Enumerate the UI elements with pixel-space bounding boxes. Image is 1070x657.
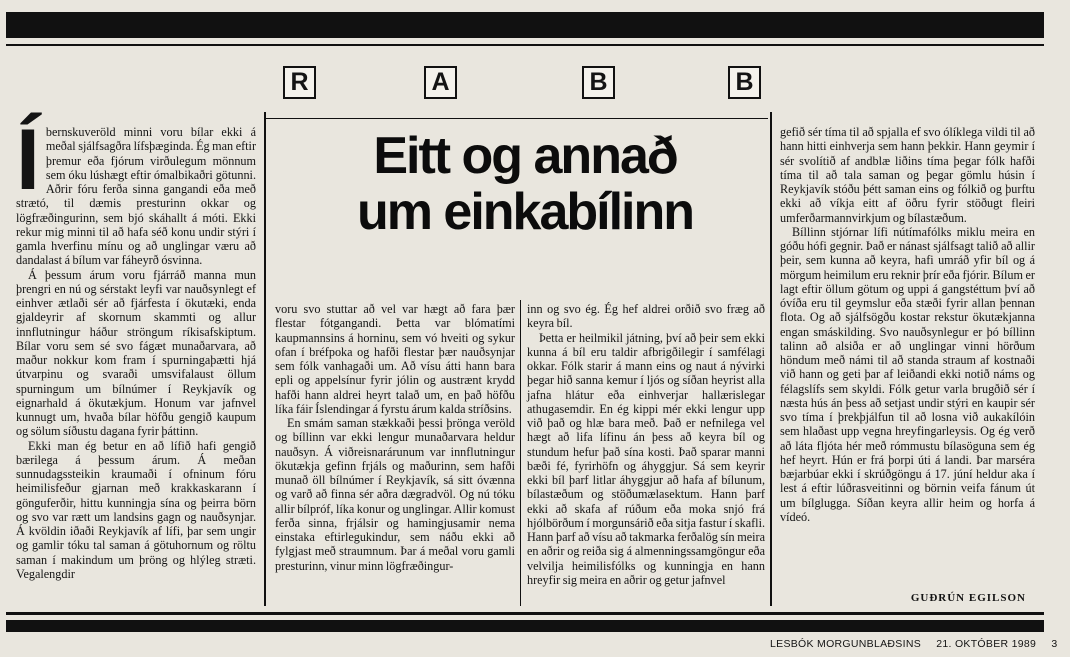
headline-line-2: um einkabílinn xyxy=(356,183,694,241)
top-rule xyxy=(6,44,1044,46)
bottom-black-bar xyxy=(6,620,1044,632)
article-column-4 xyxy=(780,125,1035,590)
headline-line-1: Eitt og annað xyxy=(373,127,677,185)
paragraph: Bíllinn stjórnar lífi nútímafólks miklu meira en góðu hófi gegnir. Það er nánast sjálfsagt talið að allir þeir, sem kunna að keyra, hafi umráð yfir bíl og á mörgum heimilum eru reknir þrír eða fjórir. Bílum er lagt eftir öllum götum og uppi á gangstéttum því að óvíða eru til geymslur eða stæði fyrir allan þennan flota. Og að sjálfsögðu kostar rekstur ökutækjanna engan smáskilding. Svo nauðsynlegur er þó bíllinn talinn að alsiða er að unglingar vinni hörðum höndum með námi til að standa straum af kostnaði við hann og geti þar af leiðandi ekki notið náms og félagslífs sem skyldi. Fólk getur varla brugðið sér í næsta hús án þess að setjast undir stýri en kaupir sér svo tíma í þrekþjálfun til að losna við aukakílóin sem hlaðast upp vegna hreyfingarleysis. Og ég verð að láta fljóta hér með rómmustu bílasöguna sem ég hef heyrt. Hún er frá þorpi úti á landi. Þar marséra bæjarbúar ekki í skrúðgöngu á 17. júní heldur aka í lest á eftir lúðrasveitinni og börnin veifa fánum út um bílgluggа. Síðan keyra allir heim og horfa á vídeó. xyxy=(780,224,1035,524)
paragraph: Ekki man ég betur en að lífið hafi gengið bærilega á þessum árum. Á meðan sunnudagssteikin kraumaði í ofninum fóru heimilisfeður gjarnan með krakkaskarann í gönguferðir, hittu kunningja sína og þeirra börn og svo var rætt um landsins gagn og nauðsynjar. Á kvöldin iðaði Reykjavík af lífi, þar sem ungir og gamlir tóku tal saman á götuhornum og röltu saman í makindum um þröng og hlýleg stræti. Vegalengdir xyxy=(16,438,256,581)
headline xyxy=(270,128,780,240)
article-column-3 xyxy=(527,302,765,605)
top-black-bar xyxy=(6,12,1044,38)
article-column-2 xyxy=(275,302,515,605)
page-number: 3 xyxy=(1051,638,1058,650)
rabb-letter-box: B xyxy=(728,66,761,99)
rabb-letter-box: B xyxy=(582,66,615,99)
paragraph: voru svo stuttar að vel var hægt að fara þær flestar fótgangandi. Þetta var blómatími kaupmannsins á horninu, sem vó hveiti og sykur ofan í bréfpoka og hafði flestar þær nauðsynjar sem fólk vanhagaði um. Að vísu átti hann bara epli og appelsínur fyrir jólin og austrænt krydd hafði hann aldrei heyrt talað um, en það höfðu líka fáir Íslendingar á fyrstu árum kalda stríðsins. xyxy=(275,302,515,416)
paragraph: Á þessum árum voru fjárráð manna mun þrengri en nú og sérstakt leyfi var nauðsynlegt ef einhver ætlaði sér að fjárfesta í ökutæki, enda gjaldeyrir af skornum skammti og allur innflutningur háður ströngum ríkisafskiptum. Bílar voru sem sé svo fágæt munaðarvara, að maður nokkur kom fram í spurningaþætti hjá útvarpinu og svaraði umsvifalaust öllum spurningum um bílnúmer í Reykjavík og eignarhald á ökutækjum. Honum var jafnvel kunnugt um, hvaða bílar höfðu gengið kaupum og sölum síðustu dagana fyrir þáttinn. xyxy=(16,267,256,439)
paragraph: inn og svo ég. Ég hef aldrei orðið svo fræg að keyra bíl. xyxy=(527,302,765,331)
column-rule xyxy=(520,300,521,606)
header-rule xyxy=(266,118,768,119)
paragraph: En smám saman stækkaði þessi þrönga veröld og bíllinn var ekki lengur munaðarvara heldur nauðsyn. Á viðreisnarárunum var innflutningur ökutækja gefinn frjáls og maðurinn, sem hafði munað öll bílnúmer í Reykjavík, sá sitt óvænna og varð að finna sér aðra dægradvöl. Og nú tóku allir bílpróf, líka konur og unglingar. Allir komust ferða sinna, frjálsir og hamingjusamir nema einstaka eftirlegukindur, sem náðu ekki að fylgjast með straumnum. Þar á meðal voru gamli presturinn, vinur minn lögfræðingur- xyxy=(275,416,515,573)
drop-cap: Í xyxy=(16,112,40,208)
paragraph: Þetta er heilmikil játning, því að þeir sem ekki kunna á bíl eru taldir afbrigðilegir í samfélagi okkar. Fólk starir á mann eins og naut á nývirki þegar hið sanna kemur í ljós og síðan heyrist alla jafna hlátur eða einhverjar hallærislegar athugasemdir. En ég kippi mér ekki lengur upp við það og hlæ bara með. Það er nefnilega vel hægt að lifa lífinu án þess að keyra bíl og stundum hefur það sína kosti. Það sparar manni bæði fé, fyrirhöfn og áhyggjur. Sá sem keyrir ekki bíl þarf litlar áhyggjur að hafa af bílunum, bílastæðum og stöðumælasektum. Hann þarf ekki að skafa af rúðum eða moka snjó frá hjólbörðum í morgunsárið eða sitja fastur í skafli. Hann þarf að vísu að takmarka ferðalög sín meira en aðrir og reiða sig á almenningssamgöngur eða velvilja heimilisfólks og kunningja en hann hreyfir sig meira en aðrir og getur jafnvel xyxy=(527,330,765,587)
paragraph: gefið sér tíma til að spjalla ef svo ólíklega vildi til að hann hitti einhverja sem hann þekkir. Hann geymir í sér svolítið af andblæ liðins tíma þegar fólk hafði tíma til að tala saman og þegar gömlu húsin í Reykjavík stóðu þétt saman eins og fólkið og þurftu ekki að víkja eitt af öðru fyrir stöðugt fleiri umferðarmannvirkjum og bílastæðum. xyxy=(780,125,1035,225)
bottom-rule xyxy=(6,612,1044,615)
issue-date: 21. OKTÓBER 1989 xyxy=(936,638,1037,650)
publication-name: LESBÓK MORGUNBLAÐSINS xyxy=(770,638,922,650)
page-footer xyxy=(770,638,1070,650)
article-column-1 xyxy=(16,112,256,605)
paragraph: bernskuveröld minni voru bílar ekki á meðal sjálfsagðra lífsþæginda. Ég man eftir þremur eða fjórum virðulegum mönnum sem óku lúshægt eftir ómalbikaðri götunni. Aðrir fóru ferða sinna gangandi eða með strætó, til dæmis presturinn okkar og lögfræðingurinn, sem bjó skáhallt á móti. Ekki rekur mig minni til að hafa séð konu undir stýri í gamla hverfinu mínu og að unglingar væru að dandalast á bílum var fáheyrð ósvinna. xyxy=(16,125,256,268)
rabb-letter-box: R xyxy=(283,66,316,99)
column-rule xyxy=(264,112,266,606)
rabb-letter-box: A xyxy=(424,66,457,99)
author-signature: GUÐRÚN EGILSON xyxy=(910,592,1026,604)
